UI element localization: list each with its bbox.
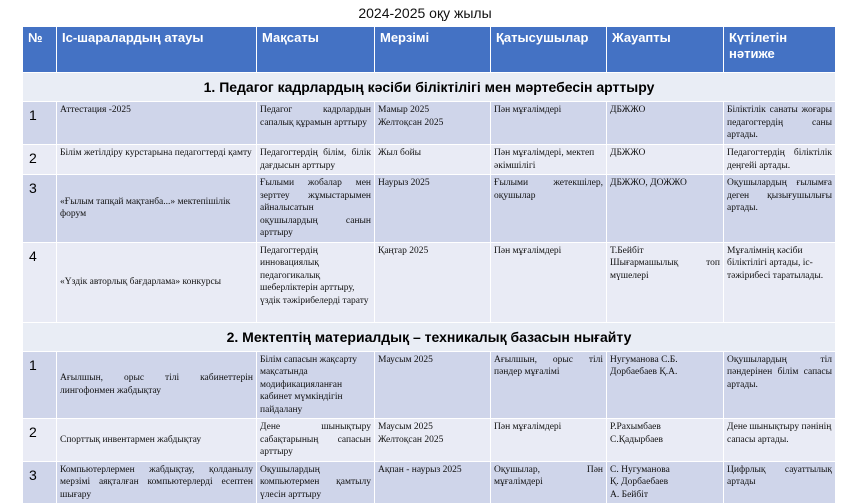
- goal: Педагог кадрлардын сапалық құрамын арттыру: [257, 102, 375, 145]
- expected-result: Педагогтердің біліктілік деңгейі артады.: [724, 145, 836, 175]
- participants: Пән мұғалімдері, мектеп әкімшілігі: [491, 145, 607, 175]
- term: Жыл бойы: [375, 145, 491, 175]
- header-event-name: Іс-шаралардың атауы: [57, 27, 257, 73]
- responsible: Т.Бейбіт Шығармашылық топ мүшелері: [607, 242, 724, 322]
- table-row: [23, 461, 836, 504]
- header-term: Мерзімі: [375, 27, 491, 73]
- header-row: [23, 27, 836, 73]
- header-expected-result: Күтілетін нәтиже: [724, 27, 836, 73]
- participants: Ағылшын, орыс тілі пәндер мұғалімі: [491, 351, 607, 419]
- row-number: 1: [23, 351, 57, 419]
- event-name: Спорттық инвентармен жабдықтау: [57, 419, 257, 462]
- expected-result: Дене шынықтыру пәнінің сапасы артады.: [724, 419, 836, 462]
- row-number: 1: [23, 102, 57, 145]
- row-number: 2: [23, 145, 57, 175]
- event-name: «Үздік авторлық бағдарлама» конкурсы: [57, 242, 257, 322]
- goal: Педагогтердің инновациялық педагогикалық шеберліктерін арттыру, үздік тәжірибелерді тарату: [257, 242, 375, 322]
- participants: Оқушылар, Пән мұғалімдері: [491, 461, 607, 504]
- responsible: ДБЖЖО, ДОЖЖО: [607, 175, 724, 243]
- header-participants: Қатысушылар: [491, 27, 607, 73]
- table-row: [23, 145, 836, 175]
- row-number: 4: [23, 242, 57, 322]
- term: Ақпан - наурыз 2025: [375, 461, 491, 504]
- expected-result: Оқушылардың ғылымға деген қызығушылығы артады.: [724, 175, 836, 243]
- row-number: 3: [23, 175, 57, 243]
- expected-result: Мұғалімнің кәсіби біліктілігі артады, іс-тәжірибесі таратылады.: [724, 242, 836, 322]
- goal: Ғылыми жобалар мен зерттеу жұмыстарымен айналысатын оқушылардың санын арттыру: [257, 175, 375, 243]
- participants: Пән мұғалімдері: [491, 102, 607, 145]
- term: Маусым 2025 Желтоқсан 2025: [375, 419, 491, 462]
- term: Мамыр 2025 Желтоқсан 2025: [375, 102, 491, 145]
- expected-result: Біліктілік санаты жоғары педагогтердің саны артады.: [724, 102, 836, 145]
- goal: Білім сапасын жақсарту мақсатында модификацияланған кабинет мүмкіндігін пайдалану: [257, 351, 375, 419]
- row-number: 3: [23, 461, 57, 504]
- responsible: Нугуманова С.Б. Дорбаебаев Қ.А.: [607, 351, 724, 419]
- section-2-title: 2. Мектептің материалдық – техникалық базасын нығайту: [23, 322, 836, 351]
- table-row: [23, 175, 836, 243]
- event-name: Компьютерлермен жабдықтау, қолданылу мерзімі аяқталған компьютерлерді есептен шығару: [57, 461, 257, 504]
- expected-result: Оқушылардың тіл пәндерінен білім сапасы артады.: [724, 351, 836, 419]
- term: Наурыз 2025: [375, 175, 491, 243]
- participants: Пән мұғалімдері: [491, 419, 607, 462]
- event-name: «Ғылым тапқай мақтанба...» мектепішілік форум: [57, 175, 257, 243]
- section-heading: [23, 322, 836, 351]
- section-1-title: 1. Педагог кадрлардың кәсіби біліктілігі мен мәртебесін арттыру: [23, 73, 836, 102]
- responsible: Р.Рахымбаев С.Қадырбаев: [607, 419, 724, 462]
- header-goal: Мақсаты: [257, 27, 375, 73]
- header-responsible: Жауапты: [607, 27, 724, 73]
- event-name: Аттестация -2025: [57, 102, 257, 145]
- expected-result: Цифрлық сауаттылық артады: [724, 461, 836, 504]
- term: Маусым 2025: [375, 351, 491, 419]
- table-row: [23, 242, 836, 322]
- term: Қаңтар 2025: [375, 242, 491, 322]
- table-row: [23, 419, 836, 462]
- responsible: С. Нугуманова Қ. Дорбаебаев А. Бейбіт: [607, 461, 724, 504]
- participants: Пән мұғалімдері: [491, 242, 607, 322]
- responsible: ДБЖЖО: [607, 145, 724, 175]
- header-number: №: [23, 27, 57, 73]
- goal: Педагогтердің білім, білік дағдысын арттыру: [257, 145, 375, 175]
- page-title: 2024-2025 оқу жылы: [358, 5, 492, 21]
- table-row: [23, 102, 836, 145]
- row-number: 2: [23, 419, 57, 462]
- goal: Оқушылардың компьютермен қамтылу үлесін арттыру: [257, 461, 375, 504]
- participants: Ғылыми жетекшілер, оқушылар: [491, 175, 607, 243]
- table-row: [23, 351, 836, 419]
- event-name: Ағылшын, орыс тілі кабинеттерін лингофонмен жабдықтау: [57, 351, 257, 419]
- responsible: ДБЖЖО: [607, 102, 724, 145]
- section-heading: [23, 73, 836, 102]
- plan-table: [22, 26, 836, 504]
- event-name: Білім жетілдіру курстарына педагогтерді қамту: [57, 145, 257, 175]
- goal: Дене шынықтыру сабақтарының сапасын арттыру: [257, 419, 375, 462]
